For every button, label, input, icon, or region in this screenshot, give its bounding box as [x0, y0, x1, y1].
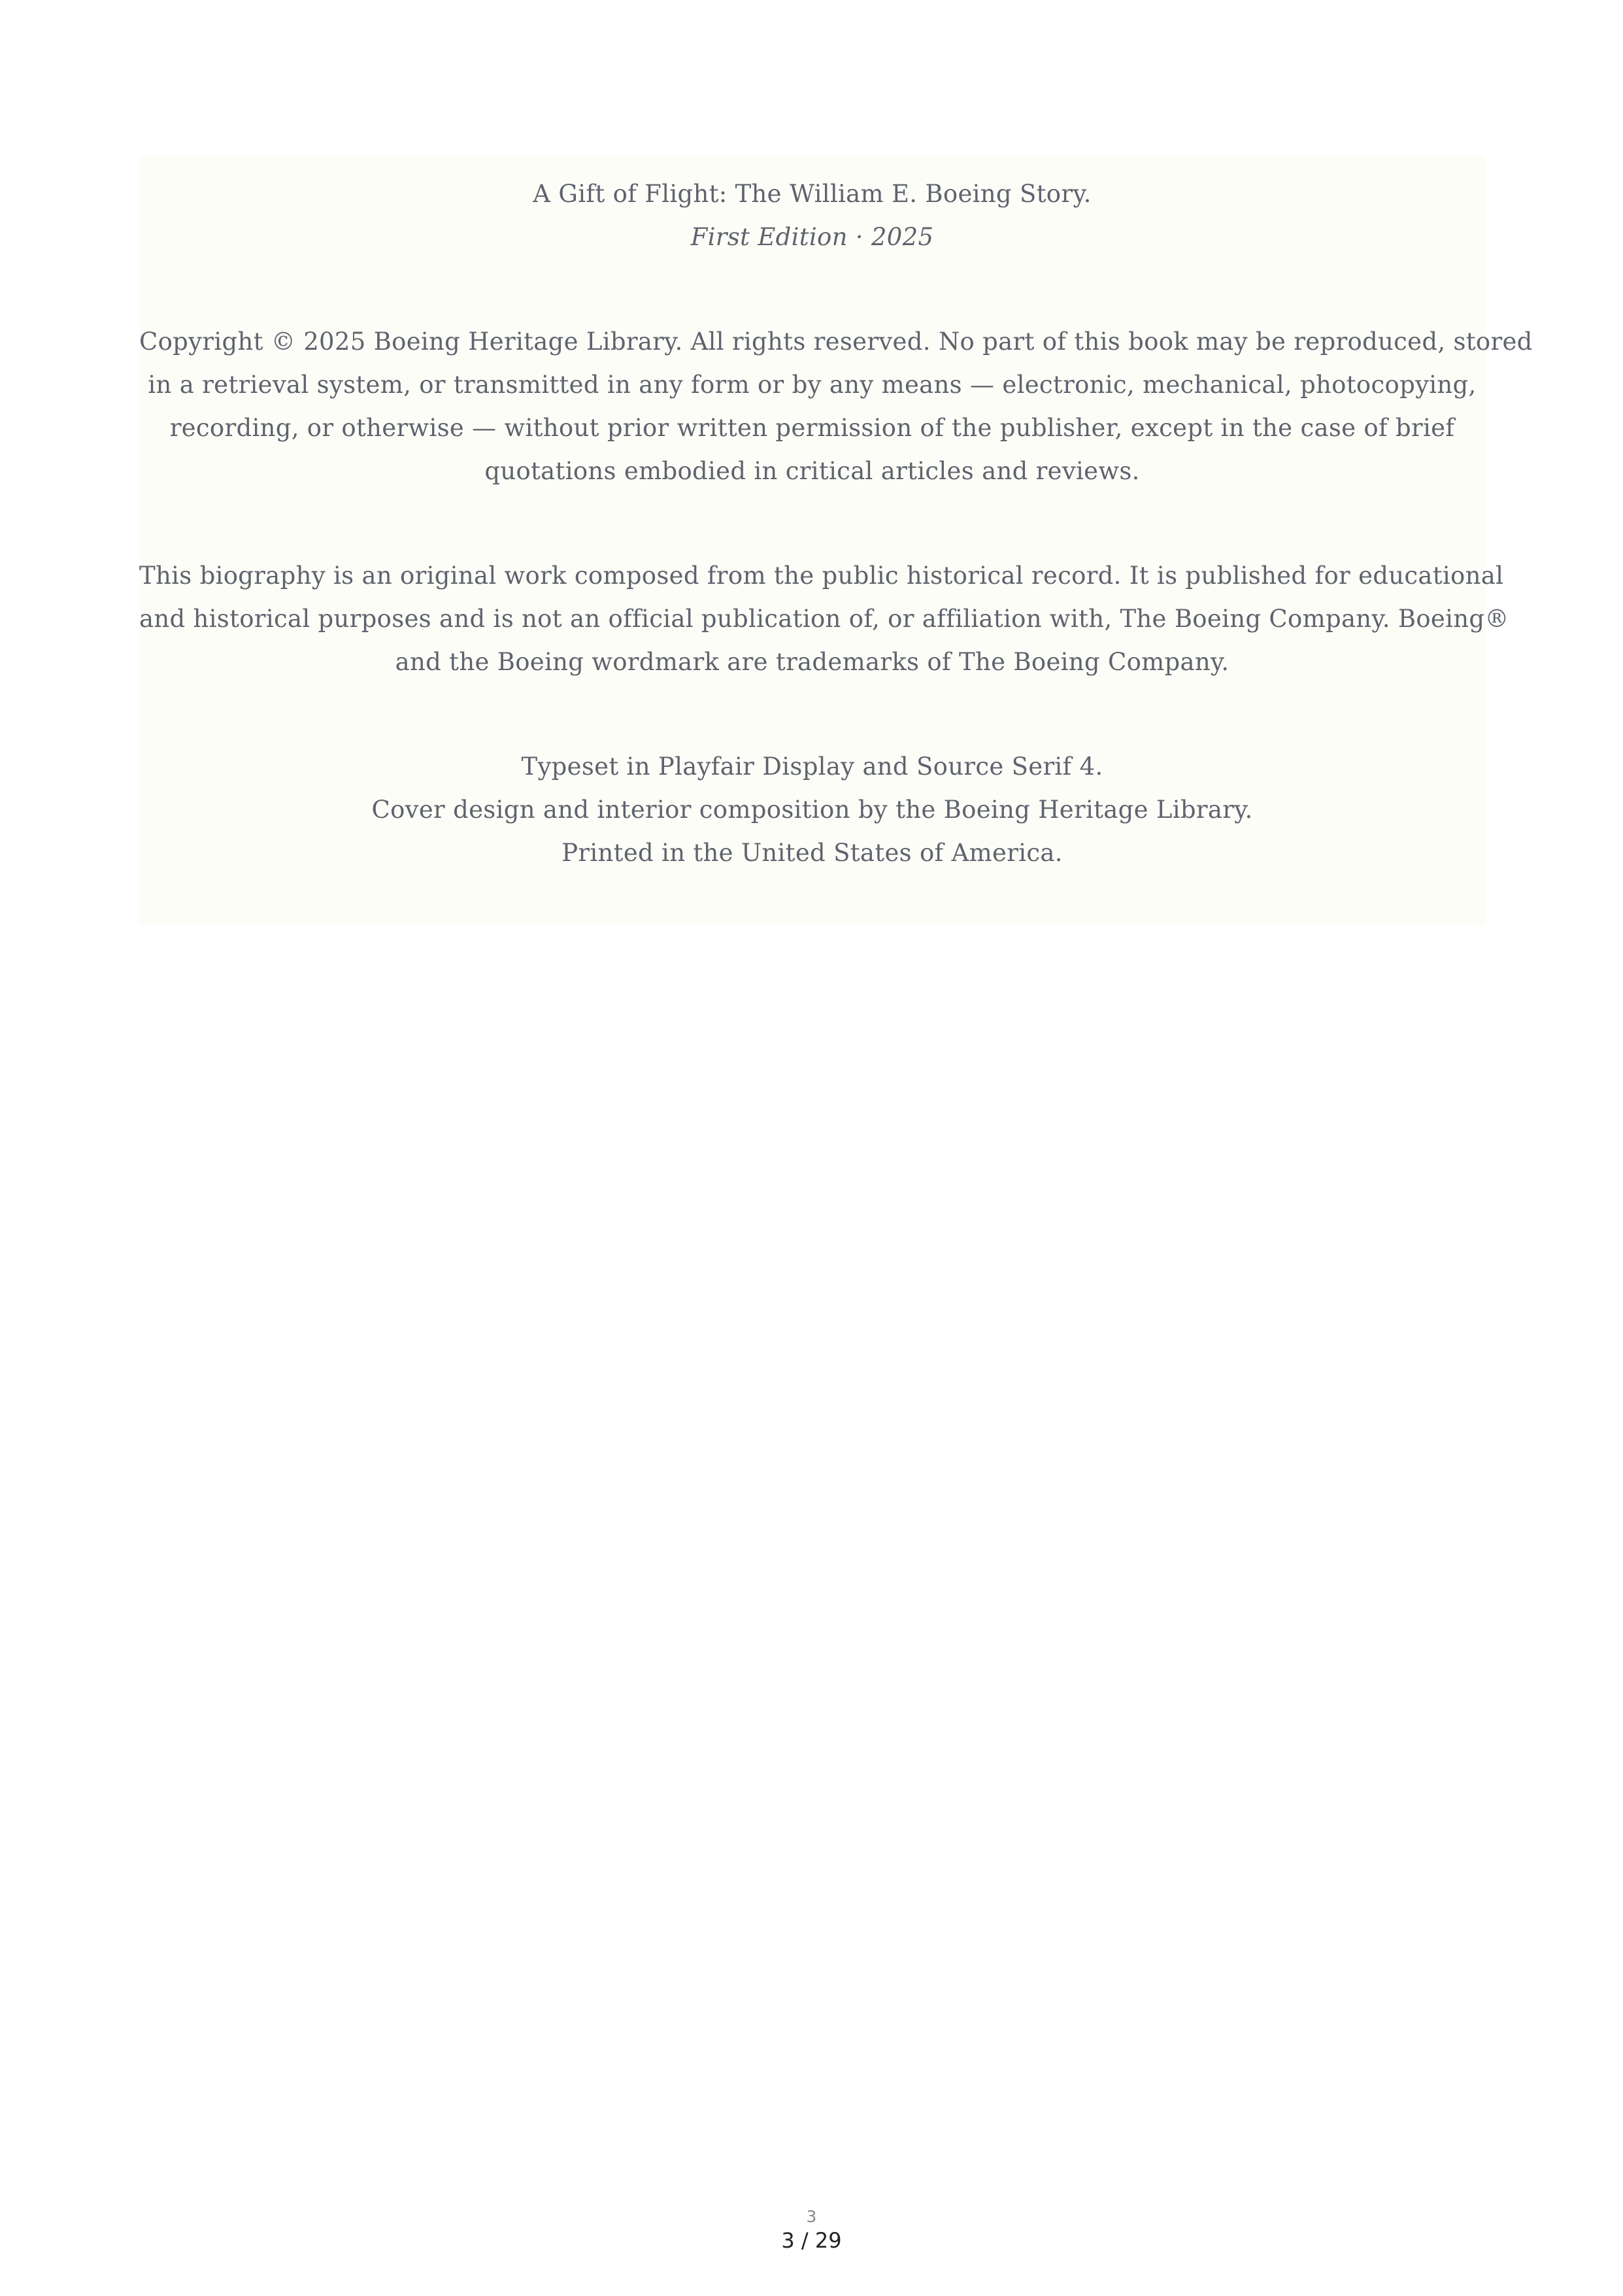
- disclaimer-line: This biography is an original work composed from the public historical record. It is published for educational: [139, 562, 1504, 590]
- copyright-page-block: [139, 156, 1533, 926]
- page-counter: 3 / 29: [781, 2228, 842, 2253]
- production-line: Cover design and interior composition by the Boeing Heritage Library.: [371, 796, 1253, 824]
- copyright-line: in a retrieval system, or transmitted in any form or by any means — electronic, mechanical, photocopying,: [148, 371, 1477, 399]
- disclaimer-line: and historical purposes and is not an official publication of, or affiliation with, The Boeing Company. Boeing®: [139, 605, 1509, 633]
- copyright-notice: [139, 320, 1533, 493]
- copyright-line: recording, or otherwise — without prior written permission of the publisher, except in the case of brief: [169, 414, 1455, 442]
- book-title: A Gift of Flight: The William E. Boeing Story.: [533, 180, 1092, 208]
- copyright-line: quotations embodied in critical articles and reviews.: [484, 457, 1140, 485]
- disclaimer-line: and the Boeing wordmark are trademarks of The Boeing Company.: [395, 648, 1230, 676]
- copyright-line: Copyright © 2025 Boeing Heritage Library. All rights reserved. No part of this book may be reproduced, stored: [139, 328, 1533, 356]
- production-credits: [139, 745, 1485, 875]
- edition-line: First Edition · 2025: [690, 223, 934, 251]
- disclaimer-notice: [139, 554, 1509, 684]
- production-line: Typeset in Playfair Display and Source Serif 4.: [521, 752, 1103, 781]
- production-line: Printed in the United States of America.: [561, 839, 1063, 867]
- page-number: 3: [806, 2207, 817, 2226]
